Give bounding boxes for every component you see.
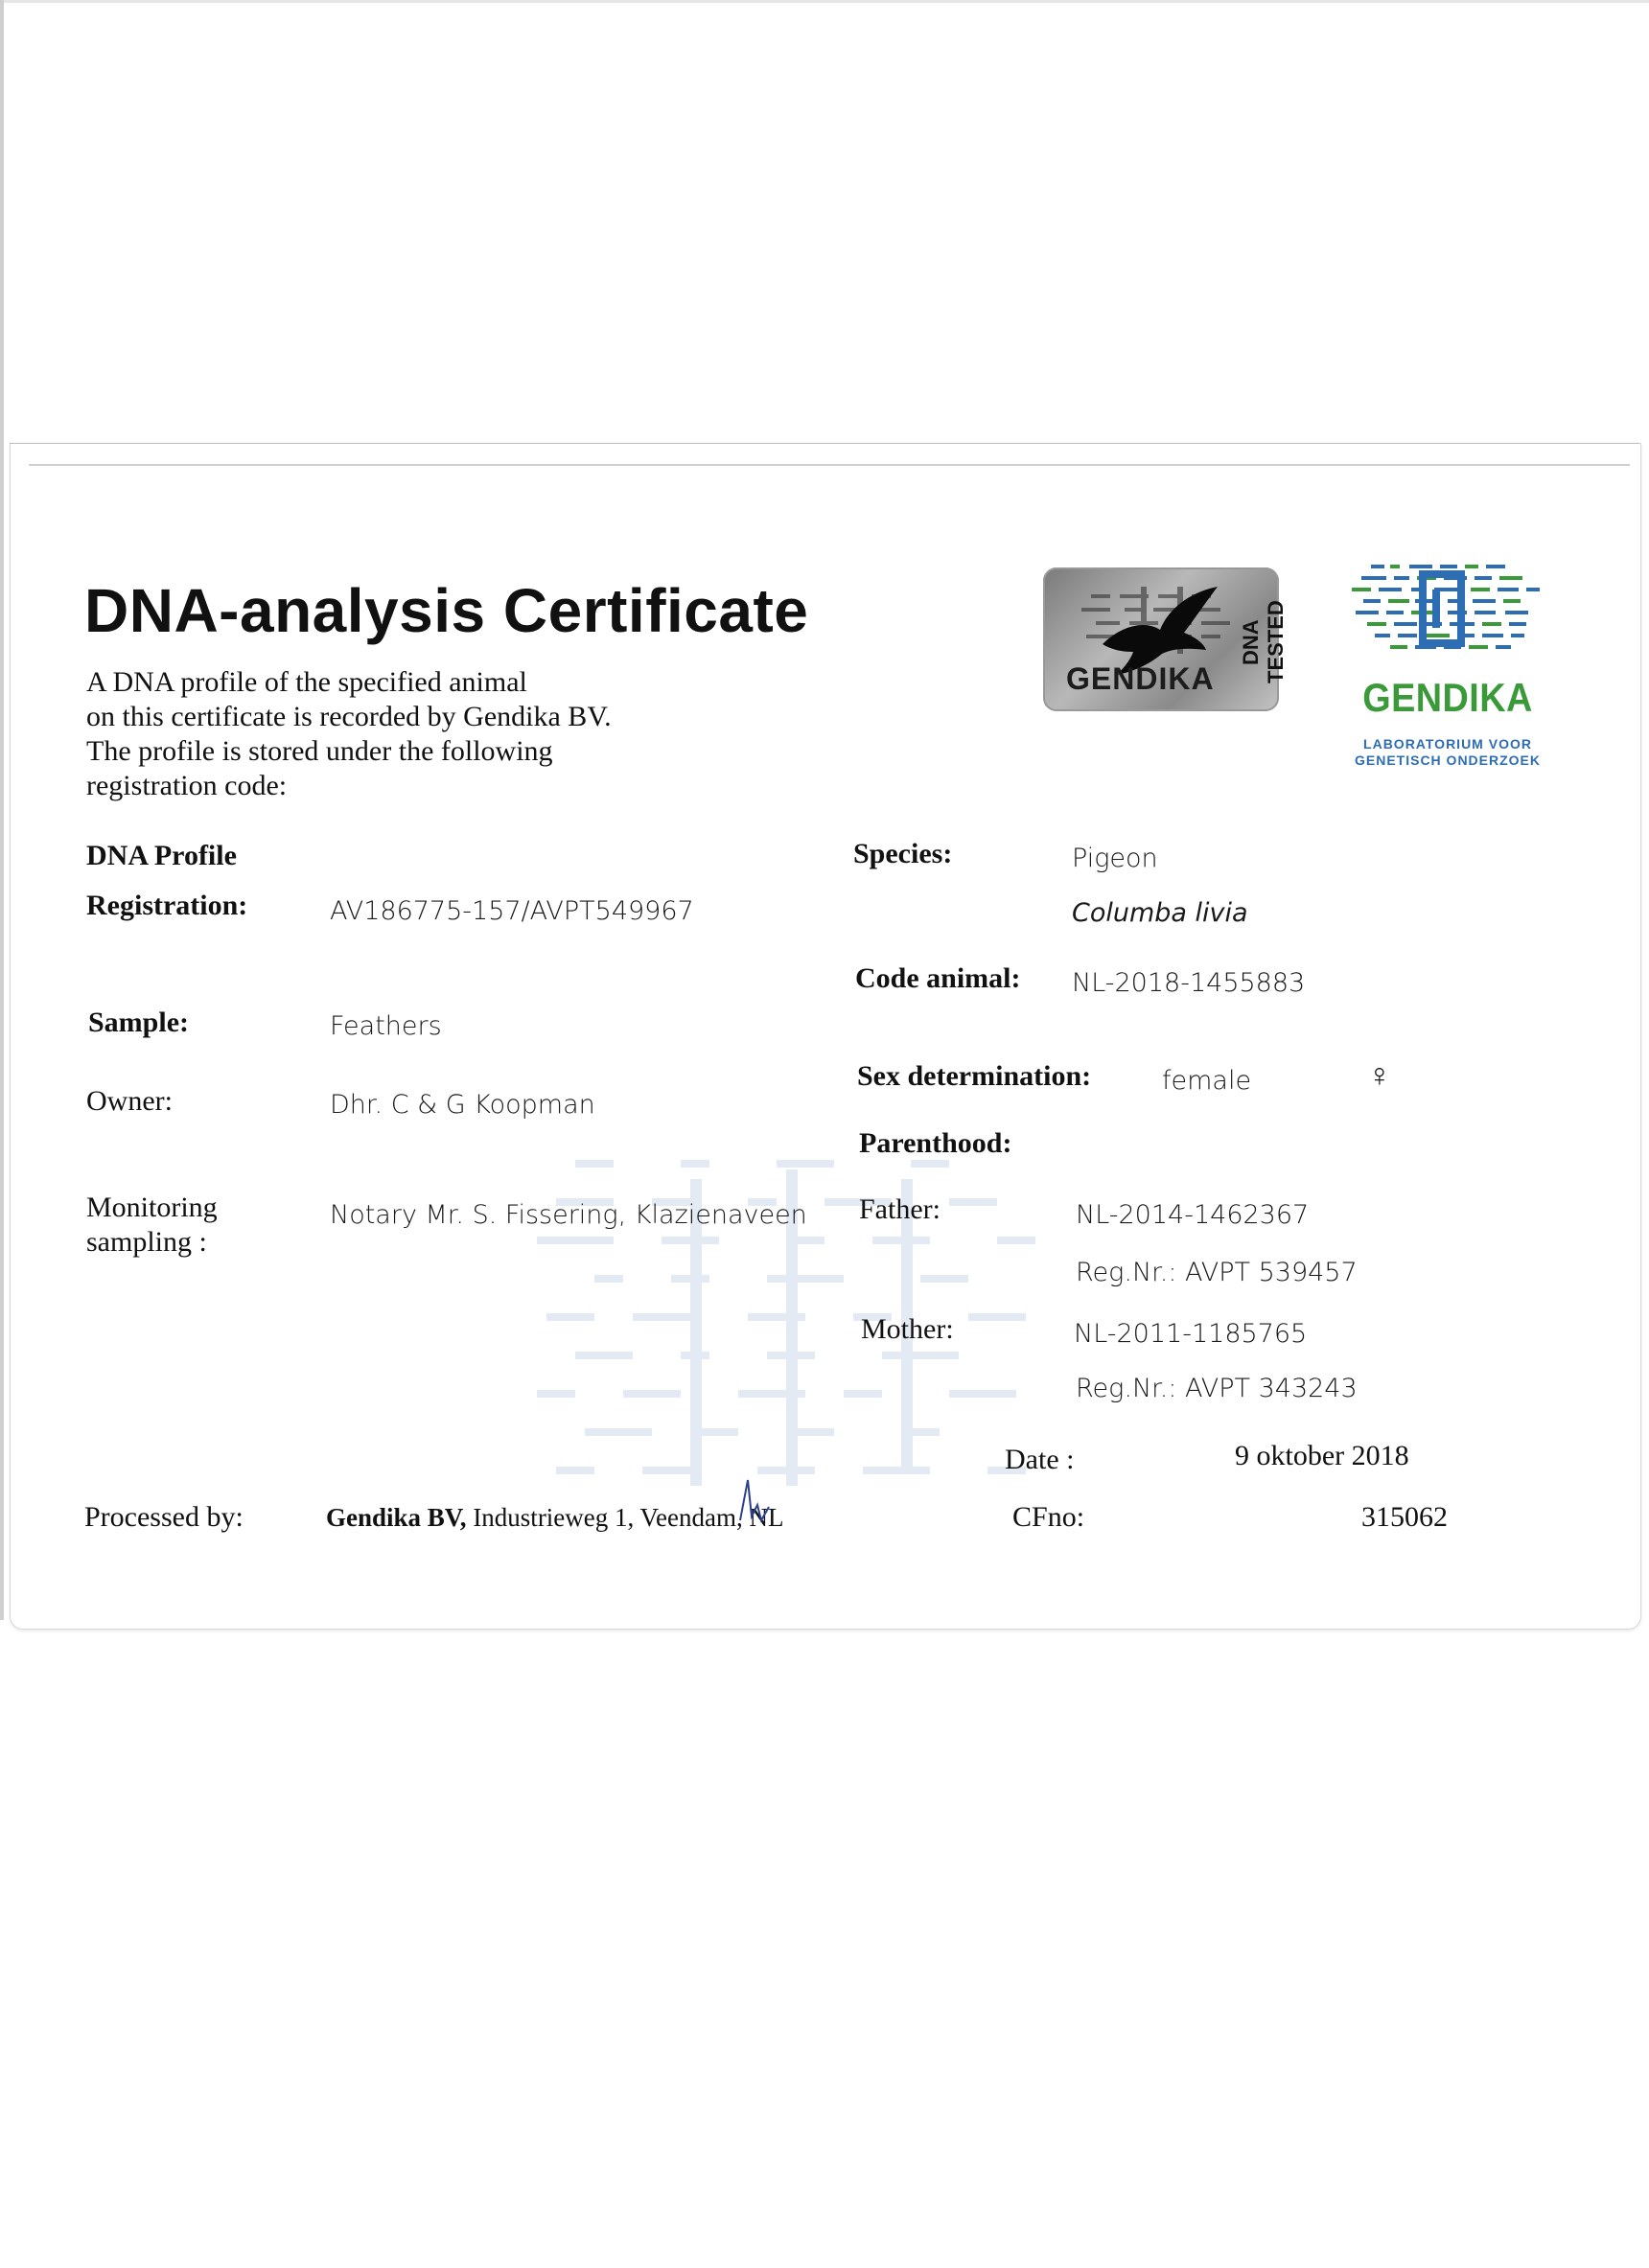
intro-line: registration code: — [86, 770, 288, 801]
sex-value: female — [1162, 1066, 1252, 1096]
intro-line: The profile is stored under the following — [86, 735, 553, 767]
monitoring-value: Notary Mr. S. Fissering, Klazienaveen — [330, 1200, 807, 1230]
registration-value: AV186775-157/AVPT549967 — [330, 896, 694, 926]
processed-by-value — [326, 1503, 783, 1533]
intro-line: A DNA profile of the specified animal — [86, 666, 527, 698]
monitoring-label: Monitoring — [86, 1192, 218, 1223]
date-value: 9 oktober 2018 — [1235, 1440, 1409, 1471]
dna-profile-label: DNA Profile — [86, 840, 237, 871]
signature-mark-icon — [736, 1478, 775, 1526]
gendika-brand-name: GENDIKA — [1362, 675, 1533, 720]
mother-label: Mother: — [861, 1313, 954, 1345]
sample-label: Sample: — [88, 1007, 189, 1038]
scan-edge-left — [0, 0, 4, 1620]
species-latin-value: Columba livia — [1072, 898, 1248, 928]
code-animal-label: Code animal: — [855, 962, 1021, 994]
gendika-subtitle — [1352, 736, 1544, 769]
date-label: Date : — [1005, 1444, 1075, 1475]
registration-label: Registration: — [86, 890, 248, 921]
scan-edge-top — [0, 0, 1649, 3]
dna-tested-seal — [1043, 567, 1288, 711]
parenthood-label: Parenthood: — [859, 1127, 1012, 1159]
processed-company: Gendika BV, — [326, 1503, 467, 1532]
gendika-logo-icon — [1352, 561, 1544, 666]
seal-brand: GENDIKA — [1066, 661, 1215, 696]
sample-value: Feathers — [330, 1011, 442, 1041]
gendika-subtitle-line: LABORATORIUM VOOR — [1363, 736, 1532, 752]
father-label: Father: — [859, 1193, 941, 1225]
processed-address: Industrieweg 1, Veendam, NL — [466, 1503, 784, 1532]
female-symbol-icon: ♀ — [1367, 1056, 1392, 1095]
sex-determination-label: Sex determination: — [857, 1060, 1092, 1092]
cfno-value: 315062 — [1361, 1501, 1448, 1533]
species-common-value: Pigeon — [1072, 844, 1158, 873]
seal-tested-label: DNA TESTED — [1239, 600, 1288, 684]
gendika-subtitle-line: GENETISCH ONDERZOEK — [1354, 752, 1541, 768]
mother-code: NL-2011-1185765 — [1074, 1319, 1308, 1349]
species-label: Species: — [853, 838, 953, 869]
code-animal-value: NL-2018-1455883 — [1072, 968, 1306, 998]
cfno-label: CFno: — [1012, 1501, 1085, 1533]
card-top-border — [10, 443, 1639, 444]
page-title: DNA-analysis Certificate — [84, 576, 809, 645]
card-inner-top-border — [29, 464, 1630, 466]
father-reg: Reg.Nr.: AVPT 539457 — [1076, 1258, 1358, 1287]
intro-text — [86, 665, 700, 803]
owner-label: Owner: — [86, 1085, 173, 1117]
monitoring-label-line2: sampling : — [86, 1226, 207, 1258]
mother-reg: Reg.Nr.: AVPT 343243 — [1076, 1374, 1358, 1403]
owner-value: Dhr. C & G Koopman — [330, 1090, 595, 1120]
intro-line: on this certificate is recorded by Gendika BV. — [86, 701, 612, 732]
father-code: NL-2014-1462367 — [1076, 1200, 1310, 1230]
processed-by-label: Processed by: — [84, 1501, 244, 1533]
